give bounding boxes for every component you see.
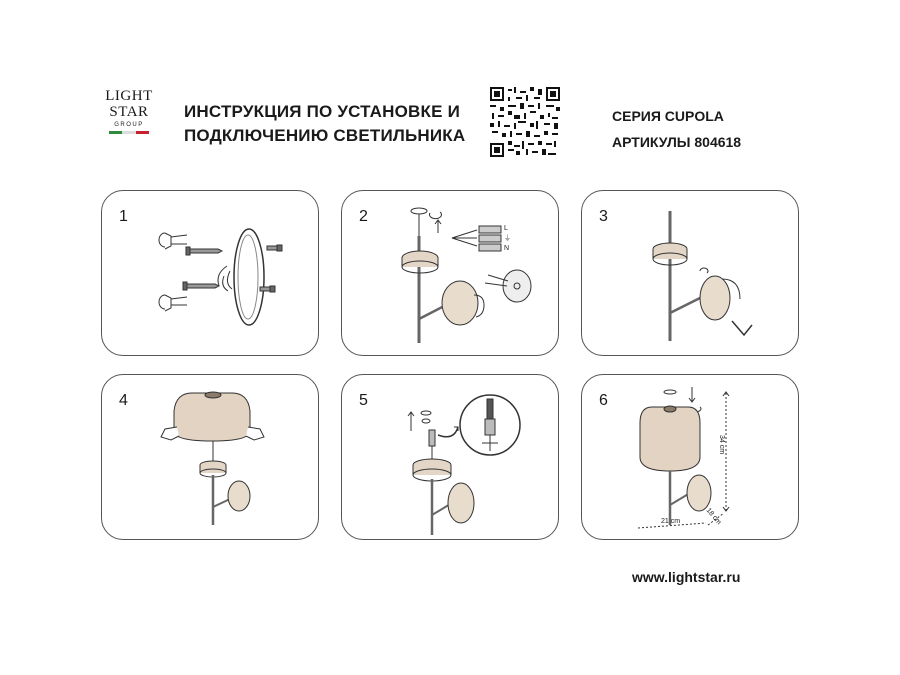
width-dimension: 21 cm: [661, 518, 681, 525]
step-number: 2: [359, 208, 368, 225]
series-name: СЕРИЯ CUPOLA: [612, 108, 724, 124]
screw-icon: [186, 247, 222, 255]
wire-label-ground: ⏚: [504, 235, 511, 242]
step-card-4: [101, 374, 319, 540]
logo-line1: LIGHT: [105, 88, 153, 104]
step-number: 4: [119, 392, 128, 409]
allen-key-icon: [732, 321, 752, 335]
shade-installation-diagram: [102, 375, 320, 541]
step-card-2: [341, 190, 559, 356]
series-info: [612, 103, 741, 155]
article-numbers: АРТИКУЛЫ 804618: [612, 134, 742, 150]
rotate-arrow-icon: [429, 212, 441, 219]
hand-icon: [161, 427, 179, 440]
step-card-5: [341, 374, 559, 540]
step-number: 1: [119, 208, 128, 225]
bulb-installation-diagram: [342, 375, 560, 541]
height-dimension: 34 cm: [718, 435, 725, 455]
step-number: 5: [359, 392, 368, 409]
dimensions-diagram: [582, 375, 800, 541]
website-link[interactable]: www.lightstar.ru: [632, 569, 741, 585]
brand-logo: [104, 88, 154, 152]
screw-icon: [183, 282, 219, 290]
step-card-1: [101, 190, 319, 356]
depth-dimension: 18 cm: [704, 507, 723, 527]
page-title: [184, 100, 465, 148]
title-line1: ИНСТРУКЦИЯ ПО УСТАНОВКЕ И: [184, 102, 460, 121]
wire-label-l: L: [504, 225, 508, 232]
step-card-3: [581, 190, 799, 356]
rotate-arrow-icon: [700, 268, 708, 273]
step-number: 6: [599, 392, 608, 409]
italy-flag-icon: [109, 131, 149, 134]
wiring-diagram: [342, 191, 560, 357]
qr-code-icon: [490, 87, 560, 157]
logo-line2: STAR: [109, 104, 149, 120]
step-card-6: [581, 374, 799, 540]
mounting-diagram: [582, 191, 800, 357]
wire-label-n: N: [504, 245, 510, 252]
hand-icon: [246, 427, 264, 440]
logo-line3: GROUP: [114, 122, 144, 128]
mounting-plate-screws-diagram: [102, 191, 320, 357]
title-line2: ПОДКЛЮЧЕНИЮ СВЕТИЛЬНИКА: [184, 126, 466, 145]
step-number: 3: [599, 208, 608, 225]
